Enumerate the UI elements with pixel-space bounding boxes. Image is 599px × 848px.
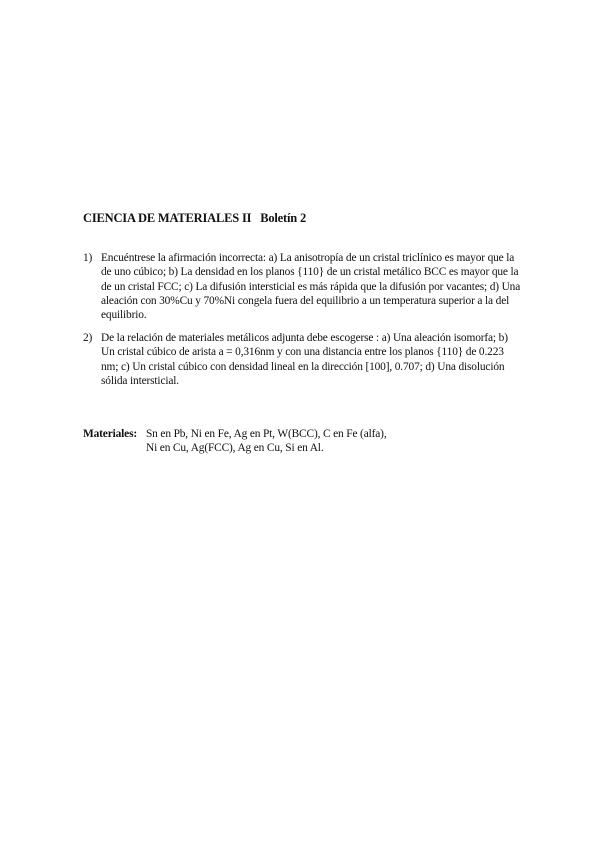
title-text: CIENCIA DE MATERIALES II: [83, 211, 252, 225]
question-2-text: De la relación de materiales metálicos adjunta debe escogerse : a) Una aleación isomorfa; b) Un cristal cúbico de arista a = 0,316nm y con una distancia entre los planos {110} de 0.223 nm; c) Un cristal cúbico con densidad lineal en la dirección [100], 0.707; d) Una disolución sólida intersticial.: [101, 332, 508, 387]
question-2: [83, 331, 523, 388]
document-title: [83, 211, 306, 226]
materials-label: Materiales:: [83, 428, 138, 440]
question-1: [83, 251, 523, 322]
subtitle-text: Boletín 2: [260, 211, 306, 225]
materials-line-2: Ni en Cu, Ag(FCC), Ag en Cu, Si en Al.: [146, 442, 324, 455]
materials-line-1: Sn en Pb, Ni en Fe, Ag en Pt, W(BCC), C en Fe (alfa),: [146, 428, 387, 440]
question-1-number: 1): [83, 252, 93, 264]
question-2-number: 2): [83, 332, 93, 344]
question-1-text: Encuéntrese la afirmación incorrecta: a) La anisotropía de un cristal triclínico es mayor que la de uno cúbico; b) La densidad en los planos {110} de un cristal metálico BCC es mayor que la de un cristal FCC; c) La difusión intersticial es más rápida que la difusión por vacantes; d) Una aleación con 30%Cu y 70%Ni congela fuera del equilibrio a un temperatura superior a la del equilibrio.: [101, 252, 521, 322]
materials-block: [83, 427, 387, 456]
